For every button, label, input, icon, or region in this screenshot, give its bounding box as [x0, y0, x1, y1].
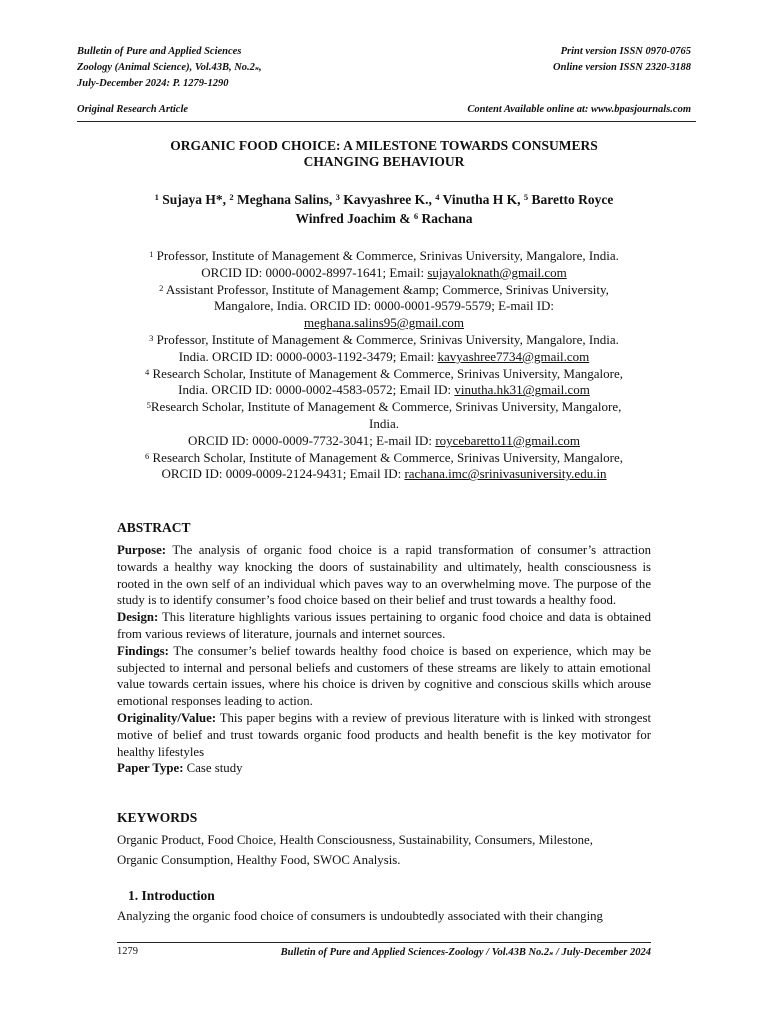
- abstract-design: [117, 609, 651, 643]
- author-list: [100, 190, 668, 228]
- author-name: Kavyashree K.,: [339, 192, 436, 207]
- abstract-body: [117, 542, 651, 777]
- print-issn: Print version ISSN 0970-0765: [560, 46, 691, 57]
- affil-text: Professor, Institute of Management & Commerce, Srinivas University, Mangalore, India.: [153, 248, 619, 263]
- header-rule: [77, 121, 696, 122]
- author-name: Vinutha H K,: [439, 192, 524, 207]
- purpose-label: Purpose:: [117, 543, 167, 557]
- email-link[interactable]: kavyashree7734@gmail.com: [437, 348, 590, 364]
- author-index: 6: [413, 211, 419, 221]
- journal-header-left: [77, 44, 262, 92]
- footer-rule: [117, 942, 651, 943]
- affil-index: 3: [149, 332, 154, 343]
- affil-text: Research Scholar, Institute of Management & Commerce, Srinivas University, Mangalore,: [149, 449, 623, 465]
- footer-journal: Bulletin of Pure and Applied Sciences-Zoology / Vol.43B No.2ₛ / July-December 2024: [280, 947, 651, 958]
- page-number: 1279: [117, 946, 138, 957]
- affil-text: India.: [369, 415, 399, 431]
- affil-index: 2: [159, 282, 164, 293]
- affil-text: ORCID ID: 0009-0009-2124-9431; Email ID:: [161, 466, 405, 482]
- affil-index: 1: [149, 249, 154, 259]
- affil-index: 5: [146, 400, 151, 411]
- author-name: Winfred Joachim &: [295, 211, 414, 226]
- keywords-line: Organic Product, Food Choice, Health Consciousness, Sustainability, Consumers, Milestone,: [117, 833, 593, 847]
- paper-type-label: Paper Type:: [117, 761, 184, 776]
- email-link[interactable]: roycebaretto11@gmail.com: [435, 432, 581, 448]
- author-index: 1: [154, 192, 159, 202]
- author-index: 4: [435, 192, 440, 202]
- affil-text: India. ORCID ID: 0000-0003-1192-3479; Email:: [178, 348, 438, 364]
- keywords-line: Organic Consumption, Healthy Food, SWOC Analysis.: [117, 852, 401, 867]
- email-link[interactable]: vinutha.hk31@gmail.com: [454, 382, 590, 398]
- author-name: Rachana: [418, 211, 473, 226]
- design-text: This literature highlights various issues pertaining to organic food choice and data is obtained from various reviews of literature, journals and internet sources.: [117, 610, 651, 641]
- author-index: 5: [523, 192, 529, 202]
- keywords-heading: KEYWORDS: [117, 810, 198, 825]
- author-name: Baretto Royce: [528, 192, 614, 207]
- introduction-text: Analyzing the organic food choice of consumers is undoubtedly associated with their changing: [117, 909, 603, 923]
- paper-title: [100, 138, 668, 170]
- abstract-purpose: [117, 542, 651, 609]
- findings-text: The consumer’s belief towards healthy food choice is based on experience, which may be subjected to internal and personal beliefs and customers of these streams are likely to attain emotional value towards certain issues, where his choice is driven by cognitive and conscious skills which arouse emotional responses leading to action.: [117, 643, 651, 709]
- abstract-paper-type: [117, 760, 651, 777]
- findings-label: Findings:: [117, 643, 169, 658]
- email-link[interactable]: meghana.salins95@gmail.com: [304, 315, 464, 331]
- title-line: CHANGING BEHAVIOUR: [303, 154, 465, 169]
- affil-text: India. ORCID ID: 0000-0002-4583-0572; Email ID:: [178, 382, 455, 398]
- affil-text: Assistant Professor, Institute of Management &amp; Commerce, Srinivas University,: [163, 281, 609, 297]
- affil-index: 4: [145, 366, 150, 377]
- design-label: Design:: [117, 610, 159, 625]
- introduction-heading: 1. Introduction: [128, 888, 215, 903]
- journal-date-pages: July-December 2024: P. 1279-1290: [77, 78, 229, 89]
- abstract-findings: [117, 643, 651, 710]
- originality-label: Originality/Value:: [117, 710, 217, 725]
- author-index: 2: [229, 192, 234, 202]
- online-issn: Online version ISSN 2320-3188: [553, 62, 691, 73]
- abstract-originality: [117, 710, 651, 760]
- affil-text: Research Scholar, Institute of Management & Commerce, Srinivas University, Mangalore,: [149, 365, 623, 381]
- originality-text: This paper begins with a review of previous literature with is linked with strongest motive of belief and trust towards organic food products and health benefit is the key motivator for healthy lifestyles: [117, 710, 651, 759]
- affil-text: Mangalore, India. ORCID ID: 0000-0001-9579-5579; E-mail ID:: [213, 298, 555, 314]
- journal-website: Content Available online at: www.bpasjournals.com: [467, 104, 691, 115]
- affil-text: ORCID ID: 0000-0009-7732-3041; E-mail ID:: [187, 432, 436, 448]
- author-index: 3: [335, 192, 340, 202]
- article-type: Original Research Article: [77, 104, 189, 115]
- affil-text: Research Scholar, Institute of Management & Commerce, Srinivas University, Mangalore,: [150, 399, 622, 415]
- email-link[interactable]: sujayaloknath@gmail.com: [427, 264, 567, 280]
- affiliations: [110, 248, 658, 483]
- journal-volume: Zoology (Animal Science), Vol.43B, No.2ₛ,: [77, 62, 262, 73]
- purpose-text: The analysis of organic food choice is a rapid transformation of consumer’s attraction towards a healthy way knocking the doors of sustainability and ultimately, health consciousness is rooted in the own self of an individual which paves way to an overwhelming move. The purpose of the study is to identify consumer’s food choice based on their belief and trust towards a healthy food.: [117, 543, 651, 608]
- affil-text: Professor, Institute of Management & Commerce, Srinivas University, Mangalore, India.: [153, 331, 619, 347]
- title-line: ORGANIC FOOD CHOICE: A MILESTONE TOWARDS CONSUMERS: [170, 138, 598, 153]
- affil-text: ORCID ID: 0000-0002-8997-1641; Email:: [201, 264, 428, 280]
- author-name: Meghana Salins,: [233, 192, 336, 207]
- affil-index: 6: [145, 450, 150, 461]
- journal-name: Bulletin of Pure and Applied Sciences: [77, 46, 242, 57]
- author-name: Sujaya H*,: [158, 192, 230, 207]
- keywords-list: [117, 831, 651, 870]
- abstract-heading: ABSTRACT: [117, 520, 191, 535]
- paper-type-text: Case study: [183, 761, 243, 776]
- journal-header-right: [553, 44, 691, 76]
- email-link[interactable]: rachana.imc@srinivasuniversity.edu.in: [404, 466, 607, 482]
